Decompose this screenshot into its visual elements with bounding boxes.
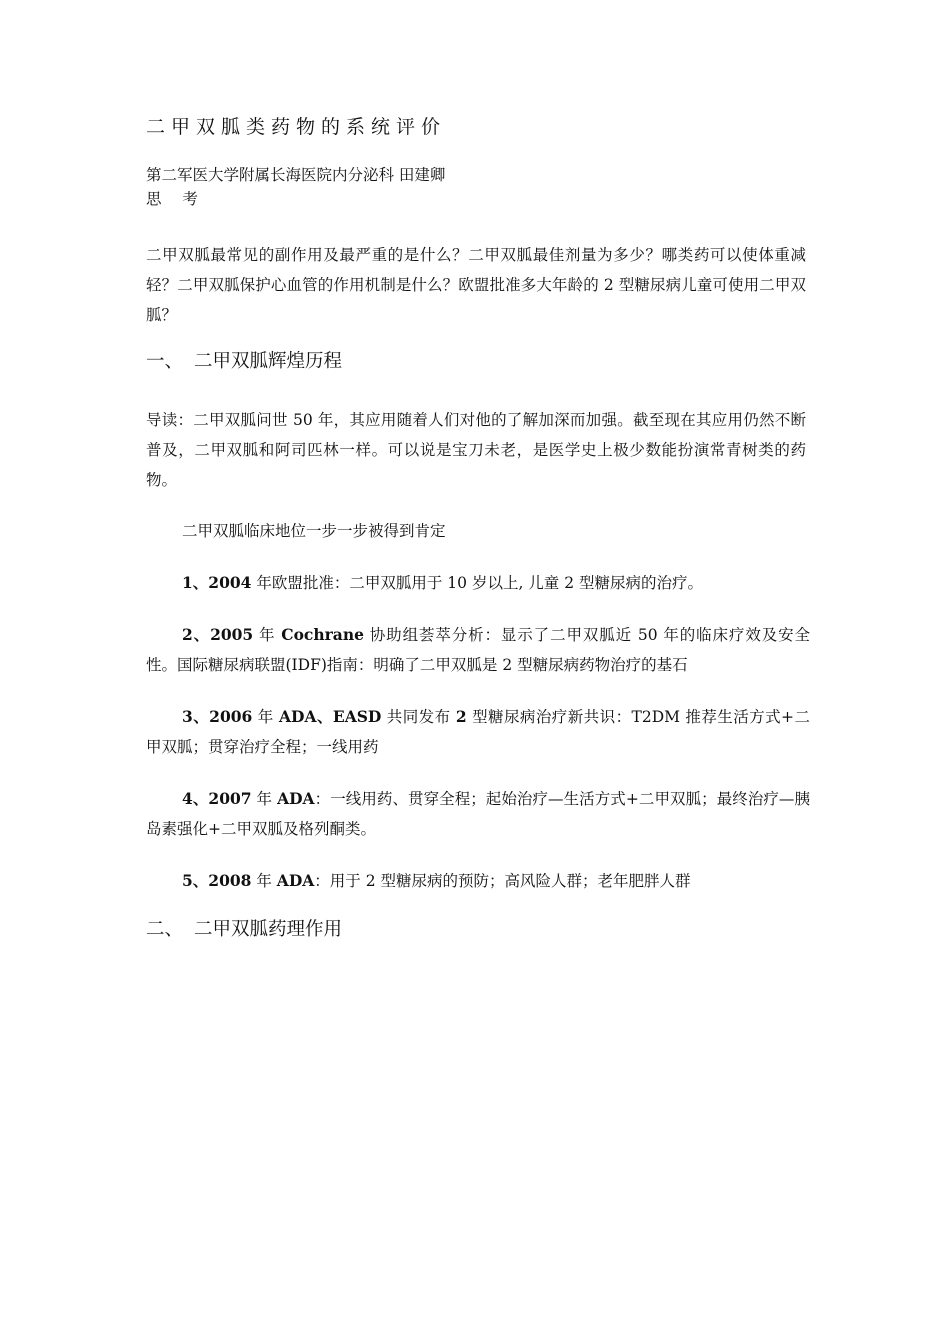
milestone-item [146, 620, 810, 680]
milestone-item [146, 866, 810, 896]
lead-paragraph: 导读：二甲双胍问世 50 年，其应用随着人们对他的了解加深而加强。截至现在其应用仍然不断普及，二甲双胍和阿司匹林一样。可以说是宝刀未老，是医学史上极少数能扮演常青树类的药物。 [146, 411, 806, 489]
milestone-text: 共同发布 [381, 708, 456, 726]
milestone-text: 年 [253, 626, 282, 644]
milestone-text: ：一线用药、贯穿全程；起始治疗—生活方式+二甲双胍；最终治疗—胰岛素强化+二甲双胍及格列酮类。 [146, 790, 810, 838]
milestone-org: ADA [277, 789, 315, 808]
section-number: 二、 [146, 919, 184, 940]
milestone-org: ADA [276, 871, 315, 890]
section-heading-2 [146, 917, 342, 943]
milestone-text: 年欧盟批准：二甲双胍用于 10 岁以上, 儿童 2 型糖尿病的治疗。 [251, 574, 704, 592]
section-title: 二甲双胍辉煌历程 [194, 351, 343, 372]
subheading-clinical-status: 二甲双胍临床地位一步一步被得到肯定 [182, 522, 446, 540]
milestone-text: 年 [252, 708, 280, 726]
milestone-text: 协助组荟萃分析：显示了二甲双胍近 50 年的临床疗效及安全性。国际糖尿病联盟(IDF)指南：明确了二甲双胍是 2 型糖尿病药物治疗的基石 [146, 626, 810, 674]
intro-paragraph: 二甲双胍最常见的副作用及最严重的是什么？二甲双胍最佳剂量为多少？哪类药可以使体重减轻？二甲双胍保护心血管的作用机制是什么？欧盟批准多大年龄的 2 型糖尿病儿童可使用二甲双胍？ [146, 246, 806, 324]
milestone-org: Cochrane [281, 625, 364, 644]
milestone-item [146, 702, 810, 762]
section-number: 一、 [146, 351, 184, 372]
author-line: 第二军医大学附属长海医院内分泌科 田建卿 [146, 166, 446, 184]
subheading-thinking: 思 考 [146, 190, 206, 208]
section-title: 二甲双胍药理作用 [194, 919, 343, 940]
milestone-number: 1、2004 [182, 573, 252, 592]
milestone-item [146, 784, 810, 844]
milestone-number: 5、2008 [182, 871, 252, 890]
milestone-text: 年 [251, 872, 277, 890]
milestone-bold-number: 2 [455, 707, 467, 726]
milestone-text: 型糖尿病治疗新共识：T2DM 推荐生活方式+二甲双胍；贯穿治疗全程；一线用药 [146, 708, 810, 756]
milestone-org: ADA、EASD [279, 707, 382, 726]
milestone-text: ：用于 2 型糖尿病的预防；高风险人群；老年肥胖人群 [314, 872, 691, 890]
milestone-text: 年 [251, 790, 278, 808]
milestone-number: 4、2007 [182, 789, 252, 808]
milestone-number: 3、2006 [182, 707, 253, 726]
milestone-item [146, 568, 810, 598]
milestone-number: 2、2005 [182, 625, 254, 644]
section-heading-1 [146, 349, 342, 375]
document-title: 二甲双胍类药物的系统评价 [146, 116, 447, 138]
